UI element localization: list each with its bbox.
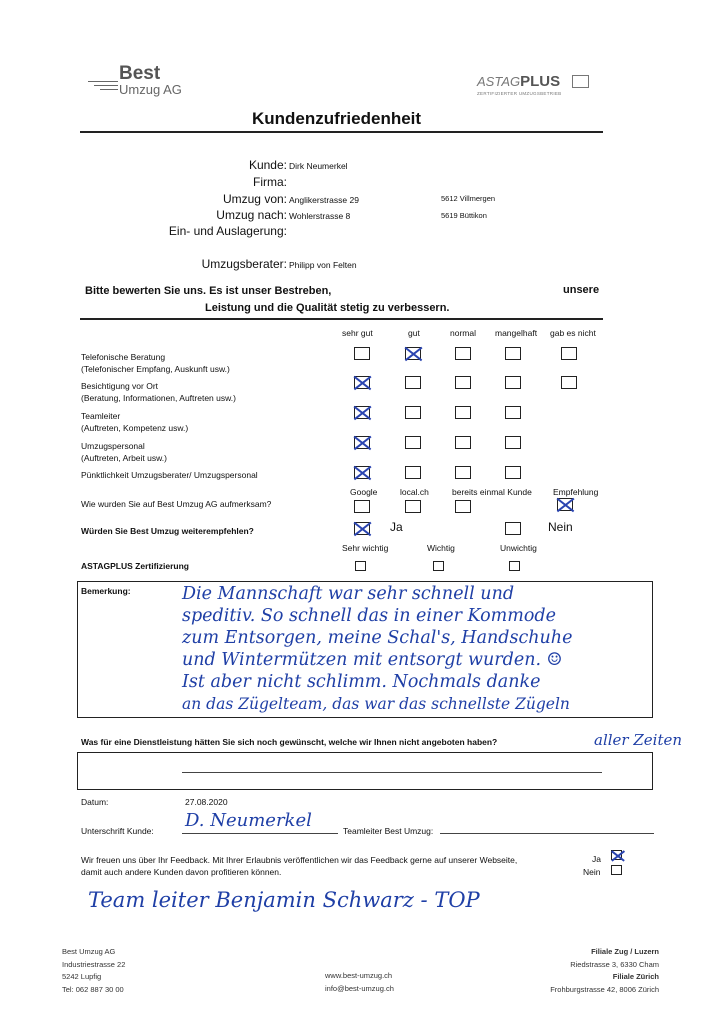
astag-subtitle: ZERTIFIZIERTER UMZUGSBETRIEB [477,91,562,96]
service-question: Was für eine Dienstleistung hätten Sie sich noch gewünscht, welche wir Ihnen nicht angeboten haben? [81,737,498,747]
teamleiter-mangelhaft-checkbox[interactable] [505,406,521,419]
besichtigung-gut-checkbox[interactable] [405,376,421,389]
source-kunde-label: bereits einmal Kunde [452,487,532,497]
puenktlichkeit-normal-checkbox[interactable] [455,466,471,479]
telefon-mangelhaft-checkbox[interactable] [505,347,521,360]
besichtigung-normal-checkbox[interactable] [455,376,471,389]
astagplus-logo [477,73,592,103]
service-answer: aller Zeiten [594,731,683,749]
footer-street: Industriestrasse 22 [62,959,126,969]
row-personal-title: Umzugspersonal [81,441,145,451]
intro-rule [80,318,603,320]
recommend-question: Würden Sie Best Umzug weiterempfehlen? [81,526,254,536]
signature-label: Unterschrift Kunde: [81,826,154,836]
firma-label: Firma: [253,175,287,189]
astag-sehr-wichtig-label: Sehr wichtig [342,543,389,553]
service-box[interactable] [77,752,653,790]
row-personal-label [81,440,167,464]
teamleiter-normal-checkbox[interactable] [455,406,471,419]
recommend-ja-label: Ja [390,520,403,534]
service-answer-line [182,772,602,773]
remarks-line-3: zum Entsorgen, meine Schal's, Handschuhe [182,628,573,648]
teamleiter-signature-line [440,833,654,834]
footer-company-name: Best Umzug AG [62,947,116,956]
customer-signature: D. Neumerkel [185,810,312,831]
personal-normal-checkbox[interactable] [455,436,471,449]
astag-wichtig-checkbox[interactable] [433,561,444,571]
recommend-nein-label: Nein [548,520,573,534]
remarks-line-5: Ist aber nicht schlimm. Nochmals danke [182,672,541,692]
footer-company [62,946,125,996]
footer-website-link[interactable]: www.best-umzug.ch [325,971,393,980]
footer-branches [550,946,659,996]
recommend-nein-checkbox[interactable] [505,522,521,535]
feedback-nein-checkbox[interactable] [611,865,622,875]
remarks-line-1: Die Mannschaft war sehr schnell und [182,584,515,604]
personal-mangelhaft-checkbox[interactable] [505,436,521,449]
source-empfehlung-checkbox[interactable] [557,498,573,511]
astag-wichtig-label: Wichtig [427,543,455,553]
intro-line-2: Leistung und die Qualität stetig zu verbessern. [205,302,450,314]
umzug-von-label: Umzug von: [222,192,287,206]
kunde-value: Dirk Neumerkel [289,161,348,171]
signature-line [182,833,338,834]
source-local-checkbox[interactable] [405,500,421,513]
logo-speed-lines [88,81,118,90]
footer-branch2-address: Frohburgstrasse 42, 8006 Zürich [550,984,659,994]
teamleiter-gut-checkbox[interactable] [405,406,421,419]
umzug-nach-label: Umzug nach: [216,208,287,222]
feedback-line-2: damit auch andere Kunden davon profitieren können. [81,867,282,877]
teamleiter-note: Team leiter Benjamin Schwarz - TOP [88,888,480,912]
besichtigung-sehr-gut-checkbox[interactable] [354,376,370,389]
teamleiter-signature-label: Teamleiter Best Umzug: [343,826,434,836]
astag-sehr-wichtig-checkbox[interactable] [355,561,366,571]
recommend-ja-checkbox[interactable] [354,522,370,535]
row-teamleiter-title: Teamleiter [81,411,121,421]
source-question: Wie wurden Sie auf Best Umzug AG aufmerksam? [81,499,272,509]
umzug-von-value: Anglikerstrasse 29 [289,195,359,205]
umzug-nach-value: Wohlerstrasse 8 [289,211,351,221]
row-teamleiter-sub: (Auftreten, Kompetenz usw.) [81,423,189,433]
row-besichtigung-label [81,380,236,404]
remarks-line-6: an das Zügelteam, das war das schnellste Zügeln [182,695,570,713]
row-besichtigung-sub: (Beratung, Informationen, Auftreten usw.) [81,393,236,403]
lagerung-label: Ein- und Auslagerung: [168,224,287,238]
logo-best-text: Best [119,63,161,84]
footer-contact [325,970,394,995]
header-gut: gut [408,328,420,338]
feedback-ja-label: Ja [592,854,601,864]
teamleiter-sehr-gut-checkbox[interactable] [354,406,370,419]
umzug-nach-city: 5619 Büttikon [441,211,487,220]
remarks-handwriting [182,583,572,715]
header-normal: normal [450,328,476,338]
row-puenktlichkeit-label: Pünktlichkeit Umzugsberater/ Umzugspersonal [81,470,258,480]
footer-branch2-title: Filiale Zürich [612,972,659,981]
row-personal-sub: (Auftreten, Arbeit usw.) [81,453,167,463]
astag-text: ASTAG [477,74,521,89]
besichtigung-mangelhaft-checkbox[interactable] [505,376,521,389]
telefon-gab-es-nicht-checkbox[interactable] [561,347,577,360]
feedback-nein-label: Nein [583,867,601,877]
row-telefon-label [81,351,230,375]
datum-value: 27.08.2020 [185,797,228,807]
header-mangelhaft: mangelhaft [495,328,538,338]
remarks-line-4: und Wintermützen mit entsorgt wurden. ☺ [182,650,563,670]
telefon-gut-checkbox[interactable] [405,347,421,360]
source-google-checkbox[interactable] [354,500,370,513]
footer-phone: Tel: 062 887 30 00 [62,984,124,994]
title-rule [80,131,603,133]
footer-branch1-address: Riedstrasse 3, 6330 Cham [570,959,659,969]
remarks-label: Bemerkung: [81,586,131,596]
best-umzug-logo [88,63,198,103]
footer-city: 5242 Lupfig [62,972,102,981]
puenktlichkeit-gut-checkbox[interactable] [405,466,421,479]
besichtigung-gab-es-nicht-checkbox[interactable] [561,376,577,389]
telefon-sehr-gut-checkbox[interactable] [354,347,370,360]
berater-value: Philipp von Felten [289,260,357,270]
astag-unwichtig-label: Unwichtig [500,543,537,553]
logo-umzug-text: Umzug AG [119,82,182,97]
personal-sehr-gut-checkbox[interactable] [354,436,370,449]
intro-line-1-right: unsere [563,284,600,296]
plus-text: PLUS [520,73,561,90]
source-local-label: local.ch [400,487,429,497]
source-empfehlung-label: Empfehlung [553,487,599,497]
feedback-text [81,854,517,878]
row-telefon-title: Telefonische Beratung [81,352,166,362]
row-teamleiter-label [81,410,188,434]
puenktlichkeit-mangelhaft-checkbox[interactable] [505,466,521,479]
umzug-von-city: 5612 Villmergen [441,194,496,203]
feedback-ja-checkbox[interactable] [611,850,622,860]
feedback-line-1: Wir freuen uns über Ihr Feedback. Mit Ihrer Erlaubnis veröffentlichen wir das Feedback gerne auf unserer Webseite, [81,855,518,865]
footer-email-link[interactable]: info@best-umzug.ch [325,983,394,993]
datum-label: Datum: [81,797,109,807]
intro-line-1: Bitte bewerten Sie uns. Es ist unser Bestreben, [85,285,332,297]
row-telefon-sub: (Telefonischer Empfang, Auskunft usw.) [81,364,230,374]
puenktlichkeit-sehr-gut-checkbox[interactable] [354,466,370,479]
astag-unwichtig-checkbox[interactable] [509,561,520,571]
header-gab-es-nicht: gab es nicht [550,328,596,338]
kunde-label: Kunde: [248,158,287,172]
personal-gut-checkbox[interactable] [405,436,421,449]
remarks-line-2: speditiv. So schnell das in einer Kommode [182,606,556,626]
truck-icon [572,75,589,88]
row-besichtigung-title: Besichtigung vor Ort [81,381,159,391]
astag-label: ASTAGPLUS Zertifizierung [81,561,189,571]
source-google-label: Google [350,487,378,497]
berater-label: Umzugsberater: [201,257,287,271]
footer-branch1-title: Filiale Zug / Luzern [591,947,659,956]
header-sehr-gut: sehr gut [342,328,373,338]
source-kunde-checkbox[interactable] [455,500,471,513]
telefon-normal-checkbox[interactable] [455,347,471,360]
page-title: Kundenzufriedenheit [252,109,422,128]
